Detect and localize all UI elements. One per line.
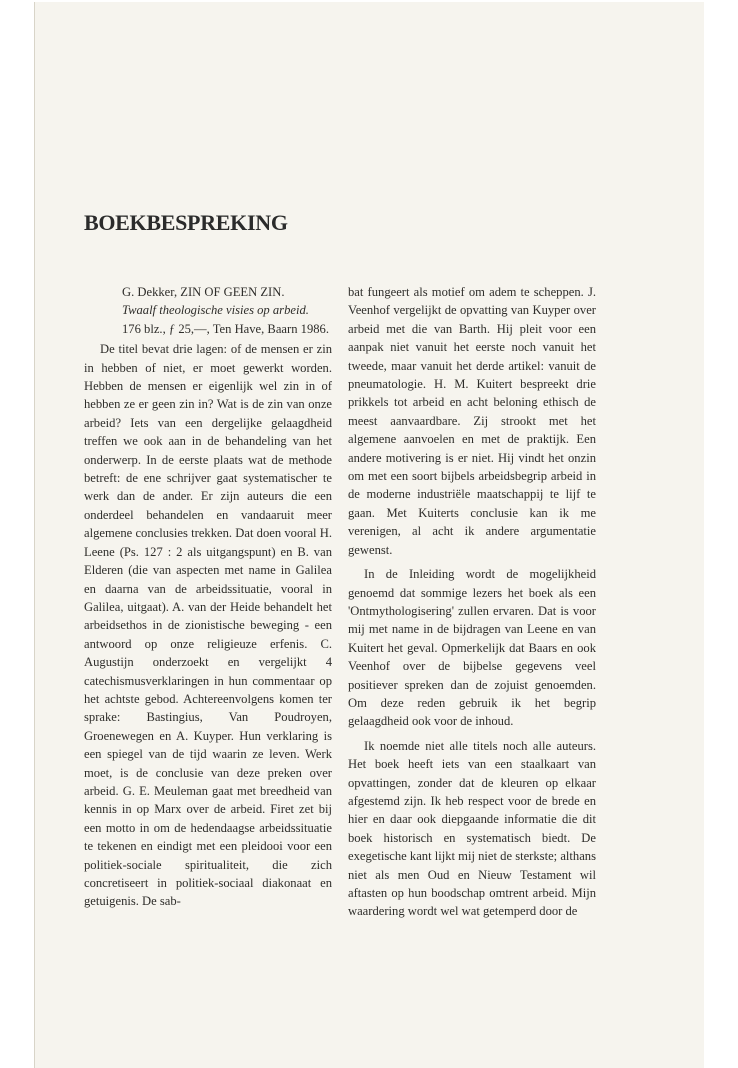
- review-paragraph: In de Inleiding wordt de mogelijkheid genoemd dat sommige lezers het boek als een 'Ontmythologisering' zullen ervaren. Dat is voor mij met name in de bijdragen van Leene en van Kuitert het geval. Opmerkelijk dat Baars en ook Veenhof over de bijbelse gegevens veel positiever spreken dan de zojuist genoemden. Om deze reden gebruik ik het begrip gelaagdheid ook voor de inhoud.: [348, 567, 596, 729]
- right-column: [348, 283, 596, 927]
- review-paragraph: De titel bevat drie lagen: of de mensen er zin in hebben of niet, er moet gewerkt worden. Hebben de mensen er eigenlijk wel zin in of hebben ze er geen zin in? Wat is de zin van onze arbeid? Iets van een dergelijke gelaagdheid treffen we ook aan in de behandeling van het onderwerp. In de eerste plaats wat de methode betreft: de ene schrijver gaat systematischer te werk dan de ander. Er zijn auteurs die een onderdeel behandelen en vandaaruit meer algemene conclusies trekken. Dat doen vooral H. Leene (Ps. 127 : 2 als uitgangspunt) en B. van Elderen (die van aspecten met name in Galilea en daarna van de arbeidssituatie, vooral in Galilea, uitgaat). A. van der Heide behandelt het arbeidsethos in de zionistische beweging - een antwoord op onze religieuze erfenis. C. Augustijn onderzoekt en vergelijkt 4 catechismusverklaringen in hun commentaar op het achtste gebod. Achtereenvolgens komen ter sprake: Bastingius, Van Poudroyen, Groenewegen en A. Kuyper. Hun verklaring is een spiegel van de tijd waarin ze leven. Werk moet, is de conclusie van deze preken over arbeid. G. E. Meuleman gaat met breedheid van kennis in op Marx over de arbeid. Firet zet bij een motto in om de hedendaagse arbeidssituatie te tekenen en eindigt met een pleidooi voor een politiek-sociale spiritualiteit, die zich concretiseert in politiek-sociaal diakonaat en getuigenis. De sab-: [84, 342, 332, 909]
- left-column: [84, 283, 332, 917]
- page-edge: [34, 2, 35, 1068]
- citation-subtitle: Twaalf theologische visies op arbeid.: [122, 303, 309, 318]
- page-heading: BOEKBESPREKING: [84, 210, 288, 235]
- review-paragraph: bat fungeert als motief om adem te scheppen. J. Veenhof vergelijkt de opvatting van Kuyper over arbeid met die van Barth. Hij pleit voor een aanpak niet vanuit het eerste noch vanuit het tweede, maar vanuit het derde artikel: vanuit de pneumatologie. H. M. Kuitert bespreekt drie prikkels tot arbeid en acht beloning ethisch de meest aanvaardbare. Zij strookt met het algemene aanvoelen en met de praktijk. Een andere motivering is er niet. Hij vindt het onzin om met een soort bijbels arbeidsbegrip arbeid in de moderne industriële maatschappij te lijf te gaan. Met Kuiterts conclusie kan ik me verenigen, al acht ik andere argumentatie gewenst.: [348, 285, 596, 557]
- review-paragraph: Ik noemde niet alle titels noch alle auteurs. Het boek heeft iets van een staalkaart van opvattingen, zonder dat de kleuren op elkaar afgestemd zijn. Ik heb respect voor de brede en hier en daar ook diepgaande informatie die dit boek historisch en systematisch biedt. De exegetische kant lijkt mij niet de sterkste; althans niet als men Oud en Nieuw Testament wil aftasten op hun boodschap omtrent arbeid. Mijn waardering wordt wel wat getemperd door de: [348, 738, 596, 919]
- citation-details: 176 blz., ƒ 25,—, Ten Have, Baarn 1986.: [122, 321, 329, 336]
- book-citation: [84, 283, 332, 338]
- citation-author-title: G. Dekker, ZIN OF GEEN ZIN.: [122, 285, 285, 299]
